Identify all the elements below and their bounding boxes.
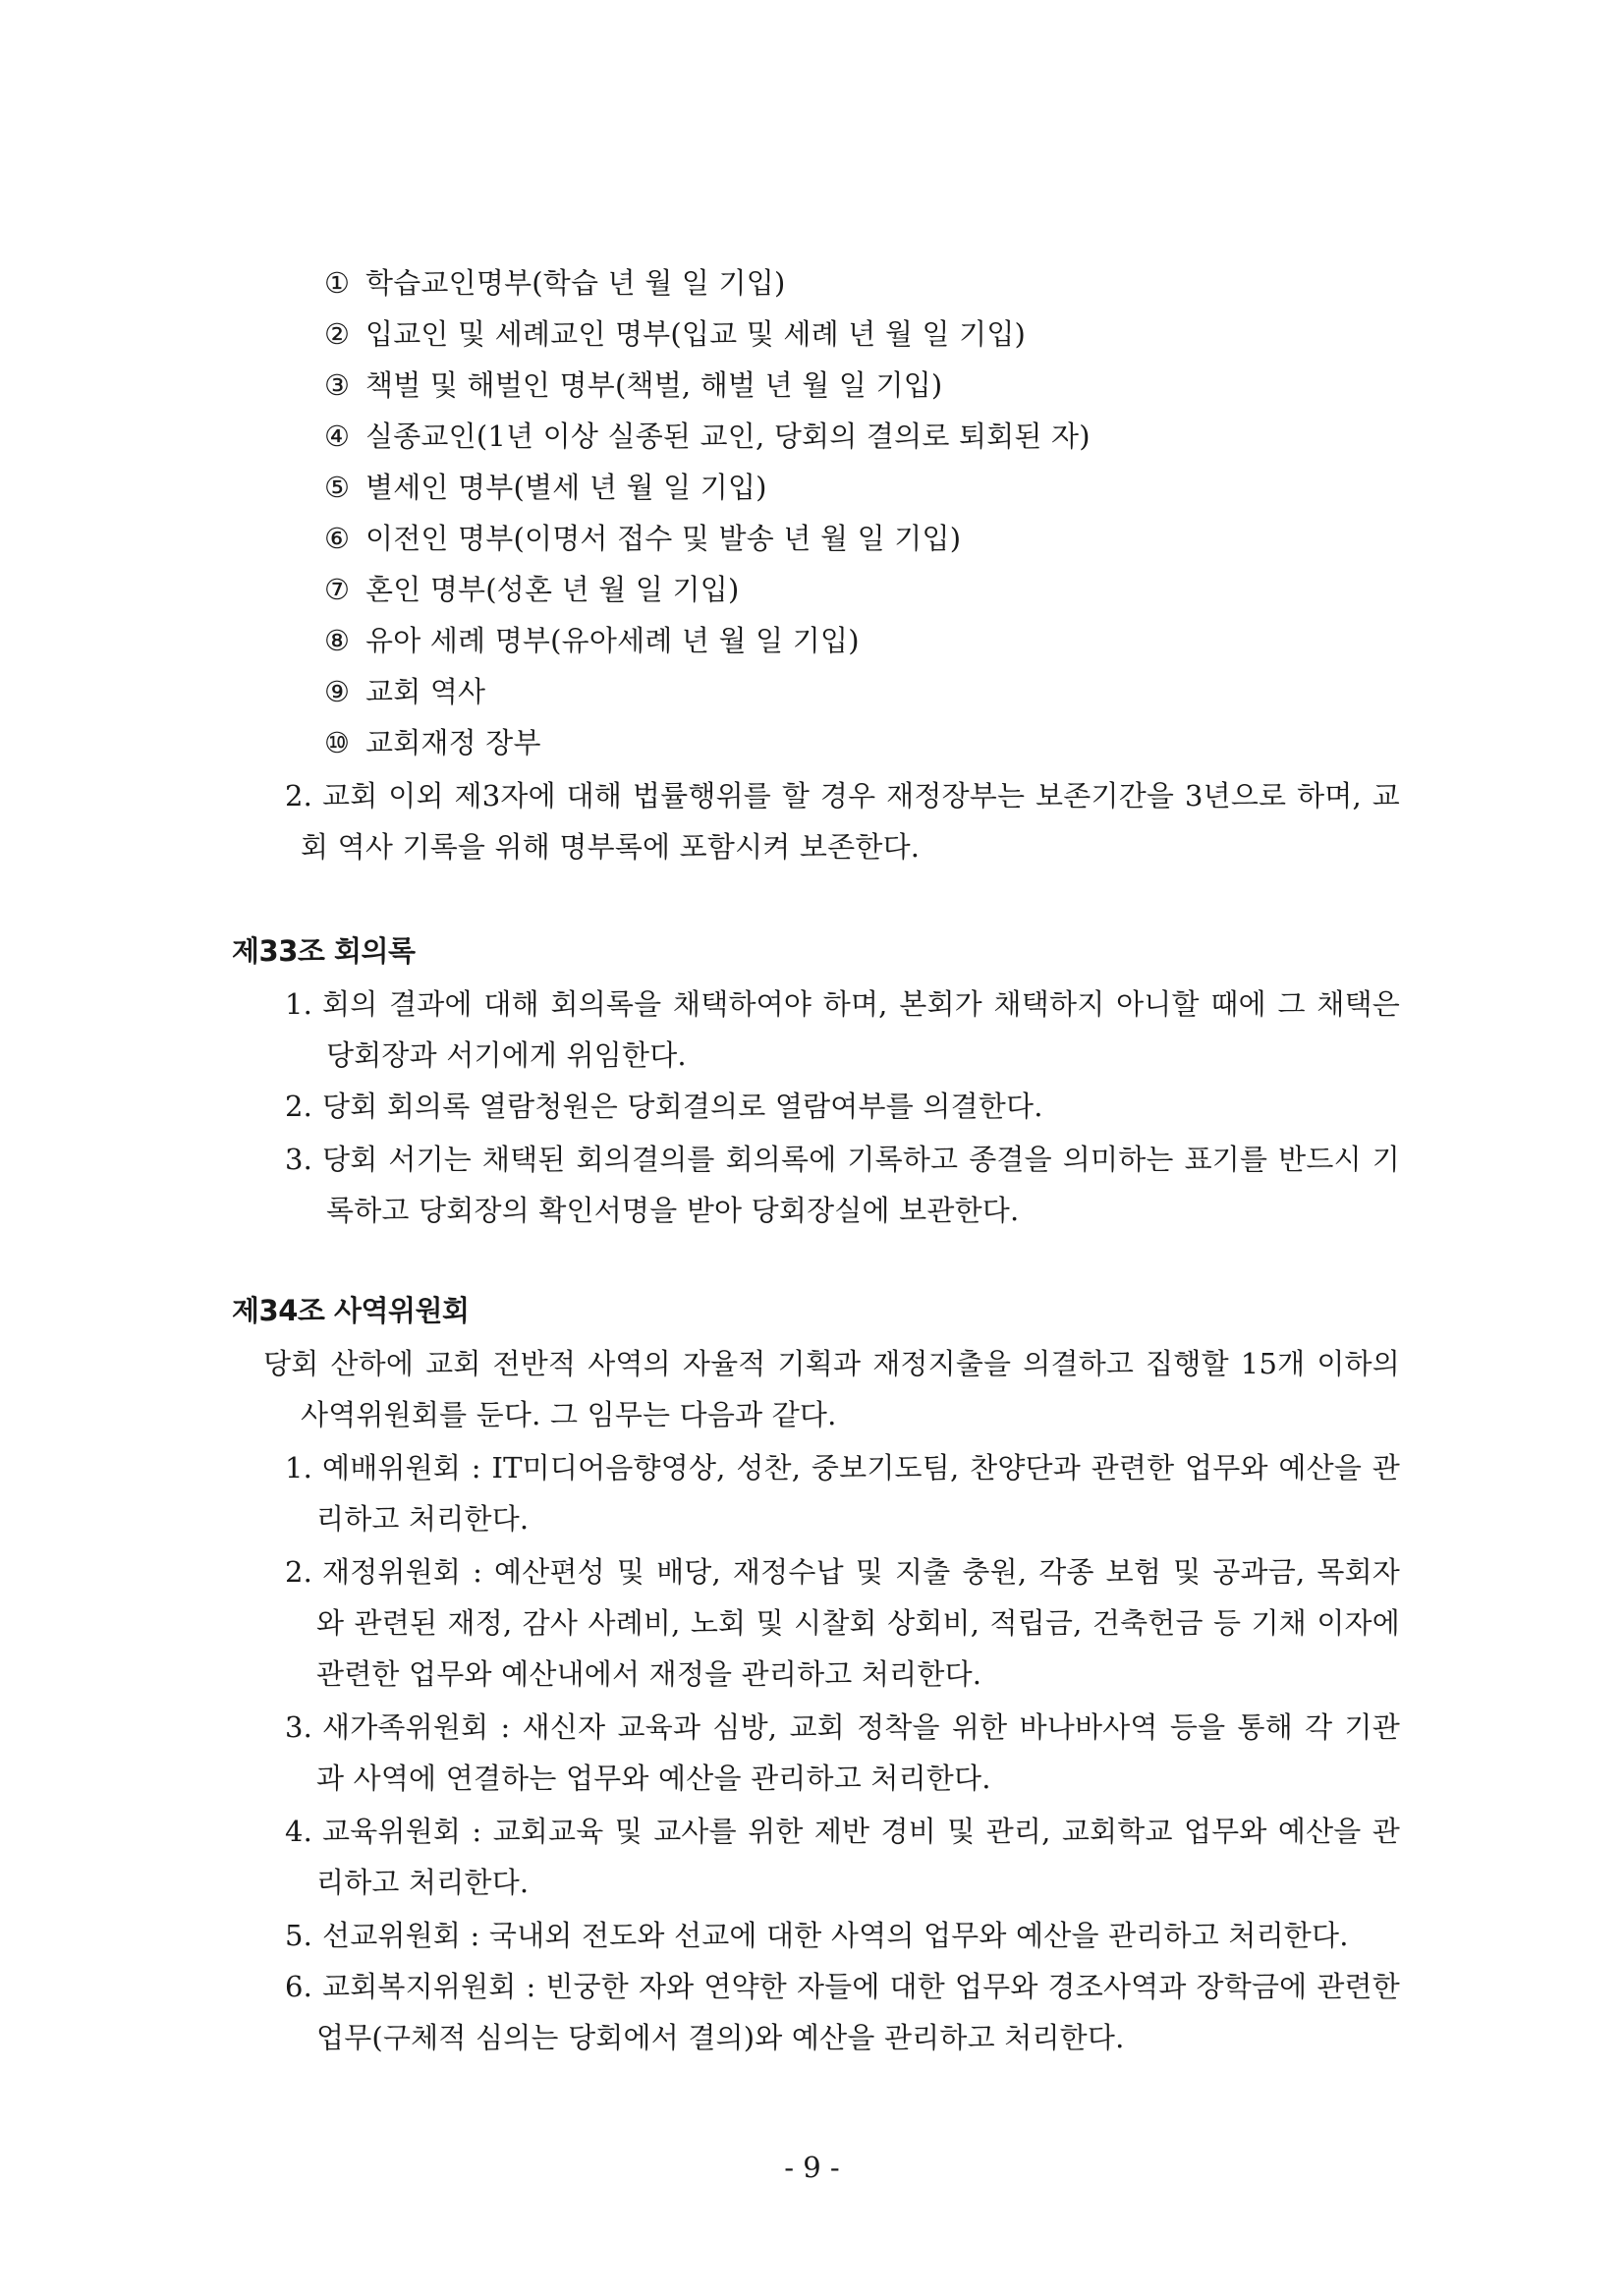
article33-heading: 제33조 회의록 [232, 934, 416, 968]
list-item: 3. 새가족위원회 : 새신자 교육과 심방, 교회 정착을 위한 바나바사역 등을 통해 각 기관 [285, 1710, 1400, 1744]
list-item-continuation: 록하고 당회장의 확인서명을 받아 당회장실에 보관한다. [326, 1194, 1020, 1227]
list-item-continuation: 와 관련된 재정, 감사 사례비, 노회 및 시찰회 상회비, 적립금, 건축헌금 등 기채 이자에 [316, 1606, 1400, 1640]
list-item: 3. 당회 서기는 채택된 회의결의를 회의록에 기록하고 종결을 의미하는 표기를 반드시 기 [285, 1143, 1400, 1176]
list-item: ⑨ 교회 역사 [324, 675, 486, 708]
list-item: 6. 교회복지위원회 : 빈궁한 자와 연약한 자들에 대한 업무와 경조사역과 장학금에 관련한 [285, 1970, 1400, 2003]
list-item: ⑥ 이전인 명부(이명서 접수 및 발송 년 월 일 기입) [324, 522, 962, 555]
article32-item2-line2: 회 역사 기록을 위해 명부록에 포함시켜 보존한다. [301, 830, 921, 864]
list-item: ⑦ 혼인 명부(성혼 년 월 일 기입) [324, 573, 740, 606]
list-item: ② 입교인 및 세례교인 명부(입교 및 세례 년 월 일 기입) [324, 317, 1027, 351]
article32-item2-line1: 2. 교회 이외 제3자에 대해 법률행위를 할 경우 재정장부는 보존기간을 3년으로 하며, 교 [285, 779, 1400, 812]
list-item-continuation: 당회장과 서기에게 위임한다. [326, 1038, 687, 1072]
list-item: ④ 실종교인(1년 이상 실종된 교인, 당회의 결의로 퇴회된 자) [324, 420, 1091, 453]
list-item: ⑩ 교회재정 장부 [324, 726, 541, 759]
list-item: 2. 당회 회의록 열람청원은 당회결의로 열람여부를 의결한다. [285, 1090, 1043, 1123]
list-item: 5. 선교위원회 : 국내외 전도와 선교에 대한 사역의 업무와 예산을 관리하고 처리한다. [285, 1919, 1349, 1952]
article34-intro-line2: 사역위원회를 둔다. 그 임무는 다음과 같다. [301, 1398, 837, 1431]
list-item-continuation: 업무(구체적 심의는 당회에서 결의)와 예산을 관리하고 처리한다. [316, 2021, 1125, 2054]
list-item: 1. 예배위원회 : IT미디어음향영상, 성찬, 중보기도팀, 찬양단과 관련한 업무와 예산을 관 [285, 1451, 1400, 1484]
article34-heading: 제34조 사역위원회 [232, 1294, 470, 1327]
page-number: - 9 - [784, 2151, 840, 2184]
list-item-continuation: 관련한 업무와 예산내에서 재정을 관리하고 처리한다. [316, 1657, 982, 1691]
list-item: ① 학습교인명부(학습 년 월 일 기입) [324, 266, 786, 300]
list-item: 2. 재정위원회 : 예산편성 및 배당, 재정수납 및 지출 충원, 각종 보험 및 공과금, 목회자 [285, 1555, 1400, 1589]
list-item: 1. 회의 결과에 대해 회의록을 채택하여야 하며, 본회가 채택하지 아니할 때에 그 채택은 [285, 987, 1400, 1021]
article34-intro-line1: 당회 산하에 교회 전반적 사역의 자율적 기획과 재정지출을 의결하고 집행할 15개 이하의 [263, 1347, 1400, 1380]
list-item-continuation: 리하고 처리한다. [316, 1502, 530, 1536]
list-item: 4. 교육위원회 : 교회교육 및 교사를 위한 제반 경비 및 관리, 교회학교 업무와 예산을 관 [285, 1815, 1400, 1848]
list-item-continuation: 리하고 처리한다. [316, 1866, 530, 1899]
list-item: ⑧ 유아 세례 명부(유아세례 년 월 일 기입) [324, 624, 860, 657]
list-item: ⑤ 별세인 명부(별세 년 월 일 기입) [324, 471, 767, 504]
list-item: ③ 책벌 및 해벌인 명부(책벌, 해벌 년 월 일 기입) [324, 368, 943, 402]
list-item-continuation: 과 사역에 연결하는 업무와 예산을 관리하고 처리한다. [316, 1762, 991, 1795]
